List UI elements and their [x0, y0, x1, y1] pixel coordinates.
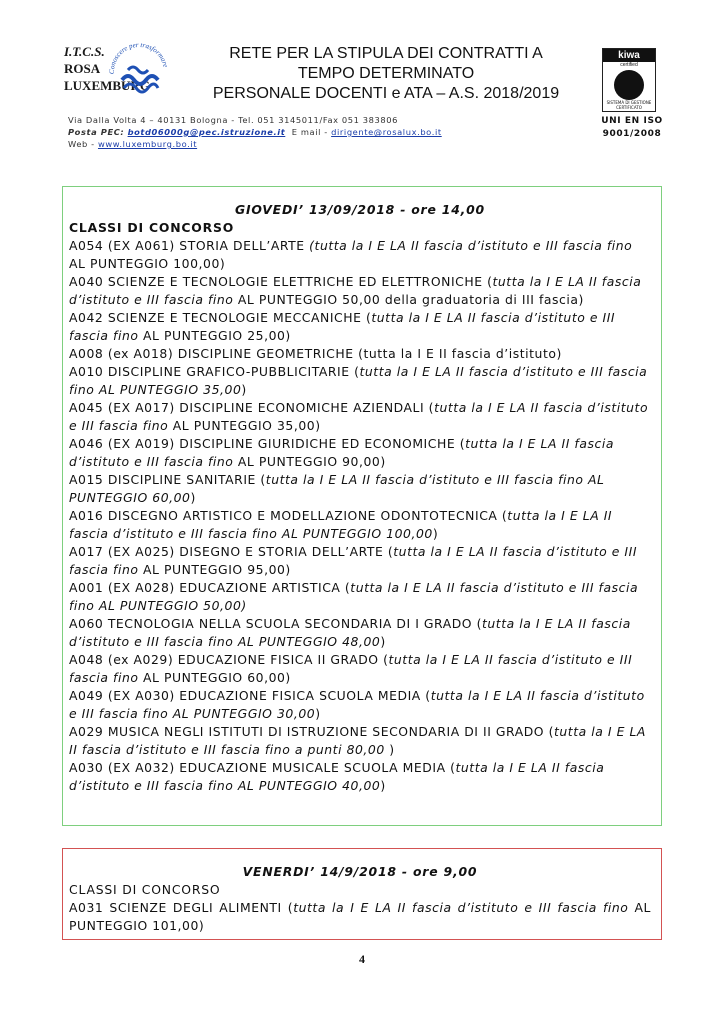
class-entry: [69, 687, 651, 723]
email-link[interactable]: dirigente@rosalux.bo.it: [331, 127, 442, 137]
entry-tail: AL PUNTEGGIO 25,00): [142, 328, 291, 343]
class-entry: [69, 399, 651, 435]
entry-tail: AL PUNTEGGIO 90,00): [237, 454, 386, 469]
entry-text: A048 (ex A029) EDUCAZIONE FISICA II GRADO (: [69, 652, 389, 667]
class-entry: [69, 363, 651, 399]
kiwa-certification-badge: [602, 48, 656, 112]
contact-info: [68, 114, 442, 150]
entry-text: A031 SCIENZE DEGLI ALIMENTI (: [69, 900, 294, 915]
kiwa-sub: certified: [620, 62, 638, 68]
class-entry: [69, 309, 651, 345]
entry-text: A030 (EX A032) EDUCAZIONE MUSICALE SCUOLA MEDIA (: [69, 760, 456, 775]
entry-text: A016 DISCEGNO ARTISTICO E MODELLAZIONE ODONTOTECNICA (: [69, 508, 508, 523]
kiwa-label: kiwa: [603, 49, 655, 62]
page-number: 4: [359, 952, 365, 966]
entry-condition: tutta la I E LA II fascia d’istituto e III fascia fino AL PUNTEGGIO 35,00: [69, 364, 648, 397]
logo-arc-text: Conoscere per trasformare: [108, 40, 170, 75]
entry-condition: tutta la I E LA II fascia d’istituto e III fascia fino AL PUNTEGGIO 40,00: [69, 760, 605, 793]
iso-line-2: 9001/2008: [602, 129, 662, 139]
class-entry: [69, 899, 651, 935]
entry-tail: ): [190, 490, 196, 505]
entry-text: A049 (EX A030) EDUCAZIONE FISICA SCUOLA MEDIA (: [69, 688, 431, 703]
entry-tail: AL PUNTEGGIO 35,00): [172, 418, 321, 433]
entry-condition: tutta la I E LA II fascia d’istituto e III fascia fino: [69, 310, 616, 343]
class-entry: [69, 435, 651, 471]
email-line: [68, 126, 442, 138]
entry-text: A054 (EX A061) STORIA DELL’ARTE: [69, 238, 310, 253]
logo-line-2: ROSA: [64, 61, 101, 76]
web-line: [68, 138, 442, 150]
class-entry: [69, 237, 651, 273]
kiwa-foot: SISTEMA DI GESTIONE CERTIFICATO: [606, 100, 652, 110]
entry-condition: tutta la I E LA II fascia d’istituto e III fascia fino a punti 80,00: [69, 724, 646, 757]
logo-line-1: I.T.C.S.: [64, 44, 105, 59]
entry-condition: tutta la I E LA II fascia d’istituto e III fascia fino AL PUNTEGGIO 30,00: [69, 688, 645, 721]
iso-certification: [580, 115, 684, 141]
entry-tail: ): [315, 706, 321, 721]
entry-tail: ): [432, 526, 439, 541]
entry-condition: tutta la I E LA II fascia d’istituto e III fascia fino AL PUNTEGGIO 100,00: [69, 508, 613, 541]
entry-text: A001 (EX A028) EDUCAZIONE ARTISTICA (: [69, 580, 351, 595]
entry-condition: (tutta la I E LA II fascia d’istituto e III fascia fino: [309, 238, 633, 253]
entry-list: [69, 899, 651, 935]
section-date: VENERDI’ 14/9/2018 - ore 9,00: [242, 864, 478, 879]
entry-text: A046 (EX A019) DISCIPLINE GIURIDICHE ED ECONOMICHE (: [69, 436, 466, 451]
class-entry: [69, 471, 651, 507]
entry-list: [69, 237, 651, 795]
class-entry: [69, 579, 651, 615]
class-entry: [69, 723, 651, 759]
entry-text: A045 (EX A017) DISCIPLINE ECONOMICHE AZIENDALI (: [69, 400, 435, 415]
logo-emblem-icon: [108, 40, 170, 100]
entry-text: A010 DISCIPLINE GRAFICO-PUBBLICITARIE (: [69, 364, 360, 379]
web-link[interactable]: www.luxemburg.bo.it: [97, 139, 198, 149]
document-title: [186, 44, 586, 104]
entry-tail: ): [380, 778, 386, 793]
entry-tail: AL PUNTEGGIO 100,00): [69, 256, 226, 271]
entry-condition: tutta la I E LA II fascia d’istituto e III fascia fino AL PUNTEGGIO 50,00): [69, 580, 639, 613]
entry-tail: AL PUNTEGGIO 60,00): [142, 670, 291, 685]
entry-condition: tutta la I E LA II fascia d’istituto e III fascia fino: [69, 652, 633, 685]
kiwa-emblem-icon: [614, 70, 644, 100]
entry-text: A029 MUSICA NEGLI ISTITUTI DI ISTRUZIONE SECONDARIA DI II GRADO (: [69, 724, 554, 739]
entry-condition: tutta la I E LA II fascia d’istituto e III fascia fino: [69, 544, 638, 577]
pec-label: Posta PEC:: [68, 127, 125, 137]
pec-email-link[interactable]: botd06000g@pec.istruzione.it: [127, 127, 286, 137]
address-line: Via Dalla Volta 4 – 40131 Bologna - Tel. 051 3145011/Fax 051 383806: [68, 115, 399, 125]
entry-condition: tutta la I E LA II fascia d’istituto e III fascia fino: [293, 900, 635, 915]
class-entry: [69, 543, 651, 579]
entry-condition: tutta la I E LA II fascia d’istituto e III fascia fino: [69, 400, 649, 433]
title-line-1: RETE PER LA STIPULA DEI CONTRATTI A: [229, 45, 543, 62]
title-line-3: PERSONALE DOCENTI e ATA – A.S. 2018/2019: [212, 85, 560, 102]
entry-tail: AL PUNTEGGIO 101,00): [69, 900, 651, 933]
class-entry: [69, 759, 651, 795]
class-entry: [69, 273, 651, 309]
class-entry: [69, 345, 651, 363]
entry-text: A040 SCIENZE E TECNOLOGIE ELETTRICHE ED ELETTRONICHE (: [69, 274, 493, 289]
entry-tail: AL PUNTEGGIO 50,00 della graduatoria di III fascia): [237, 292, 584, 307]
entry-text: A017 (EX A025) DISEGNO E STORIA DELL’ARTE (: [69, 544, 394, 559]
entry-condition: tutta la I E LA II fascia d’istituto e III fascia fino AL PUNTEGGIO 48,00: [69, 616, 631, 649]
entry-text: A008 (ex A018) DISCIPLINE GEOMETRICHE (tutta la I E II fascia d’istituto): [69, 346, 562, 361]
entry-text: A060 TECNOLOGIA NELLA SCUOLA SECONDARIA DI I GRADO (: [69, 616, 482, 631]
schedule-box-thursday: [62, 186, 662, 826]
entry-text: A015 DISCIPLINE SANITARIE (: [69, 472, 266, 487]
class-entry: [69, 651, 651, 687]
schedule-box-friday: [62, 848, 662, 940]
iso-line-1: UNI EN ISO: [601, 116, 663, 126]
entry-condition: tutta la I E LA II fascia d’istituto e III fascia fino: [69, 436, 614, 469]
entry-tail: ): [241, 382, 247, 397]
title-line-2: TEMPO DETERMINATO: [297, 65, 475, 82]
entry-text: A042 SCIENZE E TECNOLOGIE MECCANICHE (: [69, 310, 372, 325]
entry-tail: AL PUNTEGGIO 95,00): [142, 562, 291, 577]
entry-condition: tutta la I E LA II fascia d’istituto e III fascia fino AL PUNTEGGIO 60,00: [69, 472, 605, 505]
class-entry: [69, 615, 651, 651]
entry-tail: ): [389, 742, 395, 757]
section-date: GIOVEDI’ 13/09/2018 - ore 14,00: [235, 202, 485, 217]
section-heading: CLASSI DI CONCORSO: [69, 882, 221, 897]
entry-condition: tutta la I E LA II fascia d’istituto e III fascia fino: [69, 274, 642, 307]
logo-line-3: LUXEMBURG: [64, 78, 150, 93]
web-label: Web -: [68, 139, 95, 149]
email-label: E mail -: [291, 127, 328, 137]
entry-tail: ): [380, 634, 386, 649]
class-entry: [69, 507, 651, 543]
section-heading: CLASSI DI CONCORSO: [69, 220, 235, 235]
